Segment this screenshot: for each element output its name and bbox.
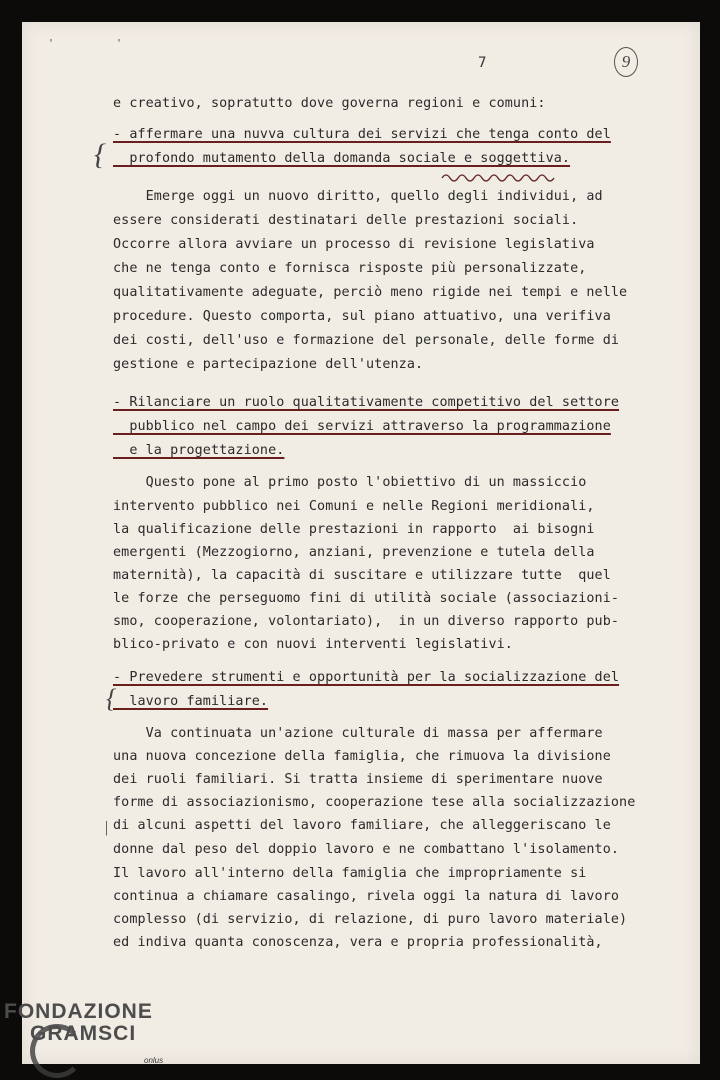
text-line: ed indiva quanta conoscenza, vera e propria professionalità, [113,935,603,950]
heading-line: lavoro familiare. [113,694,269,709]
text-line: smo, cooperazione, volontariato), in un diverso rapporto pub- [113,614,620,629]
heading-line: - affermare una nuvva cultura dei servizi che tenga conto del [113,127,611,142]
text-line: e creativo, sopratutto dove governa regioni e comuni: [113,96,546,111]
wavy-underline-mark [440,171,560,185]
text-line: la qualificazione delle prestazioni in rapporto ai bisogni [113,522,595,537]
text-line: blico-privato e con nuovi interventi legislativi. [113,637,513,652]
text-line: procedure. Questo comporta, sul piano attuativo, una verifiva [113,309,611,324]
text-line: maternità), la capacità di suscitare e utilizzare tutte quel [113,568,611,583]
top-marks: ' ' [48,38,151,49]
text-line: di alcuni aspetti del lavoro familiare, che alleggeriscano le [113,818,611,833]
text-line: dei costi, dell'uso e formazione del personale, delle forme di [113,333,620,348]
text-line: emergenti (Mezzogiorno, anziani, prevenzione e tutela della [113,545,595,560]
text-line: complesso (di servizio, di relazione, di puro lavoro materiale) [113,912,628,927]
text-line: donne dal peso del doppio lavoro e ne combattano l'isolamento. [113,842,620,857]
text-line: le forze che perseguomo fini di utilità sociale (associazioni- [113,591,620,606]
text-line: Va continuata un'azione culturale di massa per affermare [113,726,603,741]
heading-line: pubblico nel campo dei servizi attraverso la programmazione [113,419,611,434]
text-line: gestione e partecipazione dell'utenza. [113,357,424,372]
heading-line: profondo mutamento della domanda sociale e soggettiva. [113,151,571,166]
text-line: Occorre allora avviare un processo di revisione legislativa [113,237,595,252]
text-line: intervento pubblico nei Comuni e nelle Regioni meridionali, [113,499,595,514]
document-page [22,22,700,1064]
margin-bracket-mark: { [94,138,106,171]
text-line: Il lavoro all'interno della famiglia che impropriamente si [113,866,587,881]
heading-line: - Rilanciare un ruolo qualitativamente competitivo del settore [113,395,620,410]
margin-tick-mark: | [104,819,109,836]
watermark [4,1000,153,1046]
margin-bracket-mark: { [106,684,117,713]
heading-line: e la progettazione. [113,443,285,458]
text-line: forme di associazionismo, cooperazione tese alla socializzazione [113,795,636,810]
watermark-line-1: FONDAZIONE [4,1000,153,1023]
text-line: che ne tenga conto e fornisca risposte più personalizzate, [113,261,587,276]
text-line: qualitativamente adeguate, perciò meno rigide nei tempi e nelle [113,285,628,300]
text-line: una nuova concezione della famiglia, che rimuova la divisione [113,749,611,764]
text-line: dei ruoli familiari. Si tratta insieme di sperimentare nuove [113,772,603,787]
watermark-sub: onlus [144,1056,164,1065]
heading-line: - Prevedere strumenti e opportunità per la socializzazione del [113,670,620,685]
text-line: Emerge oggi un nuovo diritto, quello degli individui, ad [113,189,603,204]
page-number: 7 [478,55,487,71]
watermark-line-2: GRAMSCI [30,1022,137,1045]
text-line: Questo pone al primo posto l'obiettivo di un massiccio [113,475,587,490]
archive-number: 9 [614,47,638,77]
text-line: essere considerati destinatari delle prestazioni sociali. [113,213,579,228]
text-line: continua a chiamare casalingo, rivela oggi la natura di lavoro [113,889,620,904]
